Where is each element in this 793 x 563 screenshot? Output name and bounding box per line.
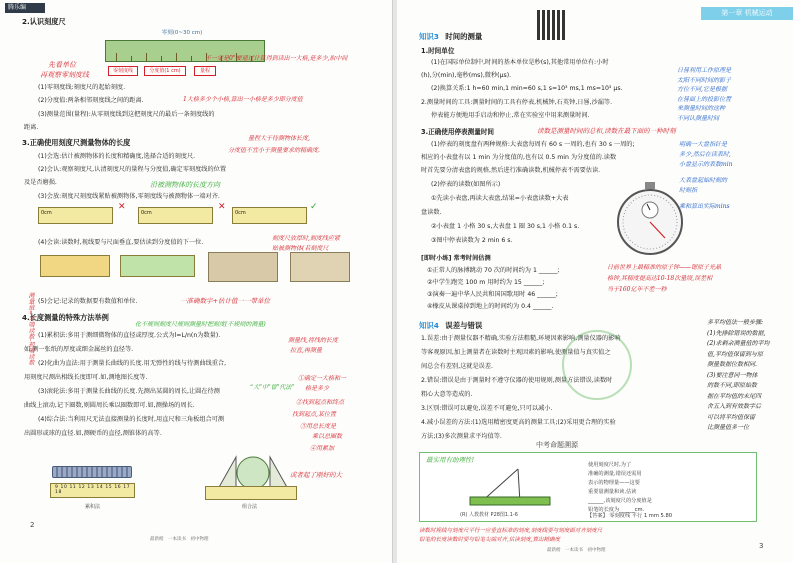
hand-note-bottom-2: 铅笔的长度读数时要与铅笔尖端对齐,估读刻度,算出精确度 — [419, 537, 560, 543]
hand-note-zero: 再观察零刻度线 — [40, 71, 89, 79]
error-1b: 等客观原因,加上测量者在读数时主观因素的影响,使测量值与真实值之 — [421, 349, 611, 356]
hand-note-m5: ③用总长度是 — [300, 423, 337, 430]
hand-note-m4: ②找到起点和终点 — [296, 399, 345, 406]
item-division: (2)分度值:两条相邻刻度线之间的距离. — [38, 97, 144, 104]
hand-note-along: 沿被测物体的长度方向 — [150, 181, 220, 189]
hand-note-m3b: 格是多少 — [305, 385, 330, 392]
stopwatch-7: ②小表盘 1 小格 30 s,大表盘 1 圈 30 s,1 小格 0.1 s. — [431, 223, 580, 230]
hand-note-m6: ④用累加 — [310, 445, 335, 452]
chapter-header: 第一章 机械运动 — [701, 7, 793, 20]
range-label: 量程 — [194, 66, 216, 76]
stopwatch-title: 3.正确使用停表测量时间 — [421, 128, 495, 136]
hand-note-m4b: 找到起点,某位置 — [292, 411, 336, 418]
item-zero-line: (1)零刻度线:刻度尺的起始刻度. — [38, 84, 126, 91]
method-roll-cont: 曲线上滚动,记下圈数,则圆周长乘以圈数即可.如,测操场的周长. — [24, 402, 195, 409]
practice-4: ④橡皮从课桌掉到地上的时间约为 0.4 ______. — [427, 303, 554, 310]
qr-code — [537, 10, 567, 40]
step-recognize-cont: 及是否磨损. — [24, 179, 57, 186]
page-number-right: 3 — [759, 542, 764, 550]
right-page — [397, 0, 793, 563]
hand-note-units: 先看单位 — [48, 61, 76, 69]
exam-answer: 【答案】 零刻度线 平行 1 mm 5.80 — [587, 513, 673, 519]
reading-figure-3 — [208, 252, 278, 282]
section-3-title: 3.正确使用刻度尺测量物体的长度 — [22, 138, 131, 147]
ruler-range-label: 零刻(0~30 cm) — [161, 30, 203, 36]
hand-note-range-2: 分度值不宜小于测量要求的精确度. — [228, 147, 320, 154]
hand-note-green-m: “大"中"曾"代法" — [250, 384, 295, 391]
method-accumulate: (1)累积法:多用于测细微物体的直径或厚度.公式为l=L/n(n为数量). — [38, 332, 221, 339]
stopwatch-figure — [615, 182, 685, 256]
hand-note-m1: 测量线,将线的长度 — [288, 337, 338, 344]
section-4-title: 4.长度测量的特殊方法举例 — [22, 313, 109, 322]
exam-figure-caption: (R) 人教教材 P28图1.1-6 — [460, 512, 518, 518]
exam-source-title: 中考命题溯源 — [536, 441, 578, 449]
hand-note-record: 一准确数字+估计值一一带单位 — [180, 297, 270, 305]
hand-note-top-2: 1大格多少个小格,算出一小格是多少即分度值 — [183, 96, 303, 103]
caption-combine: 组合法 — [242, 504, 258, 510]
hand-note-thick-1: 刻度尺放厚时,刻度线应紧 — [272, 235, 340, 242]
step-record: (5)会记:记录的数据要有数值和单位. — [38, 298, 138, 305]
method-accumulate-cont: 如,测一张纸的厚度或细金属丝的直径等. — [24, 346, 134, 353]
stopwatch-3: 时首先要分清表盘的规格,然后进行准确读数,机械停表不需要估读. — [421, 167, 601, 174]
method-curve: (2)化曲为直法:用于测量长曲线的长度.用无弹性的线与待测曲线重合, — [38, 360, 227, 367]
time-unit-1: (1)在国际单位制中,时间的基本单位是秒(s),其他常用单位有:小时 — [431, 59, 609, 66]
method-combine-cont: 出圆形或球的直径.如,测硬币的直径,测锥体的高等. — [24, 430, 162, 437]
hand-note-bottom-1: 读数时视线与刻度尺平行一应垂直标准的刻度,刻度线要与刻度面对齐刻度尺 — [419, 528, 603, 534]
reading-figure-1 — [40, 255, 110, 277]
error-4: 4.减小误差的方法:(1)选用精密度更高的测量工具;(2)采用更合理的实验 — [421, 419, 616, 426]
left-page: 腾乐编 2.认识刻度尺 零刻(0~30 cm) 零刻度线 分度值(1 cm) 量程 先看单位 再观察零刻度线 不一定是0"要通过计算得到读出一大格,是多少,取中间 1大格多少个小格,算出一小格是多少即分度值 (1)零刻度线:刻度尺的起始刻度. (2)分度值:两条相邻刻度线之间的距离. (3)测量范围(量程):从零刻度线到这把刻度尺的最后一条刻度线的 距离. 3.正确使用刻度尺测量物体的长度 量程大于待测物体长度, 分度值不宜小于测量要求的精确度. (1)会选:估计被测物体的长度和精确度,选择合适的刻度尺. (2)会认:观察刻度尺,认清刻度尺的量程与分度值,确定零刻度线的位置 及是否磨损. 沿被测物体的长度方向 (3)会放:刻度尺刻度线紧贴被测物体,零刻度线与被测物体一端对齐. 0cm ✕ 0cm ✕ 0cm ✓ (4)会读:读数时,视线要与尺面垂直,要估读到分度值的下一位. 刻度尺放厚时,刻度线应紧 贴被测物体(若刻度尺 测量值=末端读数-初端读数 (5)会记:记录的数据要有数值和单位. 一准确数字+估计值一一带单位 4.长度测量的特殊方法举例 化不规则刻度尺规则测量时把刻度(不规则的测量) (1)累积法:多用于测细微物体的直径或厚度.公式为l=L/n(n为数量). 如,测一张纸的厚度或细金属丝的直径等. (2)化曲为直法:用于测量长曲线的长度.用无弹性的线与待测曲线重合, 用刻度尺测出相线长度即可.如,测地图长度等. (3)滚轮法:多用于测量长曲线的长度.先测出某圆的周长,让圆在待测 曲线上滚动,记下圈数,则圆周长乘以圈数即可.如,测操场的周长. (4)综合法:当利用尺无法直接测量的长度时,用直尺和三角板组合可测 出圆形或球的直径.如,测硬币的直径,测锥体的高等. 测量线,将线的长度 拉直,再测量 ①确定一大格和一 格是多少 ②找到起点和终点 找到起点,某位置 ③用总长度是 乘以总圈数 ④用累加 “大"中"曾"代法" 9 10 11 12 13 14 15 16 17 18 累积法 组合法 或者起了刚好的大 2 最新榜 一本读书 初中物理 — [0, 0, 393, 563]
method-combine: (4)综合法:当利用尺无法直接测量的长度时,用直尺和三角板组合可测 — [38, 416, 225, 423]
hand-note-stopwatch: 读数是测量时间的总和,读数在最下面的一种时刻 — [537, 127, 676, 135]
hand-note-thick-2: 贴被测物体(若刻度尺 — [272, 245, 329, 252]
time-unit-3: (2)换算关系:1 h=60 min,1 min=60 s,1 s=10³ ms,1 ms=10³ μs. — [431, 85, 623, 92]
section-2-title: 2.认识刻度尺 — [22, 17, 66, 26]
hand-note-sundial: 日晷利用工作原理是 太阳不同时间的影子 方位不同,它是根据 在晷面上的投影位置 来测量时间的这种 不同认测量时间 — [677, 67, 732, 122]
x-mark-1: ✕ — [118, 202, 126, 212]
stopwatch-5: ①先读小表盘,再读大表盘,结果=小表盘读数+大表 — [431, 195, 569, 202]
hand-note-bottom: 或者起了刚好的大 — [290, 471, 342, 479]
zero-line-label: 零刻度线 — [108, 66, 138, 76]
hand-note-atomic-clock: 日前世界上最精准的原子钟——锶原子光晶 格钟,其精度提高达10-18次量级,误差相 当于160亿年不差一秒 — [607, 264, 722, 293]
hand-note-m5b: 乘以总圈数 — [312, 433, 343, 440]
bottom-ruler-left — [50, 483, 135, 498]
stopwatch-8: ③图中停表读数为 2 min 6 s. — [431, 237, 513, 244]
bottom-ruler-right — [205, 486, 297, 500]
footer-right: 最新榜 一本读书 初中物理 — [547, 548, 606, 553]
item-range-cont: 距离. — [24, 124, 39, 131]
stopwatch-4: (2)停表的读数(如图所示) — [431, 181, 501, 188]
caption-accumulate: 累积法 — [85, 504, 101, 510]
footer-left: 最新榜 一本读书 初中物理 — [150, 537, 209, 542]
practice-3: ③演奏一遍中华人民共和国国歌用时 46 ______; — [427, 291, 558, 298]
time-unit-2: (h),分(min),毫秒(ms),微秒(μs). — [421, 72, 512, 79]
time-tools: 2.测量时间的工具:测量时间的工具有停表,机械钟,石英钟,日晷,沙漏等. — [421, 99, 613, 106]
error-3: 3.区别:错误可以避免,误差不可避免,只可以减小. — [421, 405, 553, 412]
hand-note-method: 化不规则刻度尺规则测量时把刻度(不规则的测量) — [135, 321, 266, 328]
hand-note-average: 多平均值法一般步骤: (1)先排除错误的数据, (2)求剩余测量值的平均 值,平均值保留到与原 测量数据位数相同. (3)要注意同一物体 的数不同,即原始数 据在平均值的末尾四 舍五入到有效数字后 可以将平均值保留 比测量值多一位 — [707, 319, 770, 431]
reading-figure-4 — [290, 252, 350, 282]
practice-1: ①正常人的脉搏跳动 70 次的时间约为 1 ______; — [427, 267, 560, 274]
hand-note-m2: 拉直,再测量 — [290, 347, 322, 354]
stopwatch-6: 盘读数. — [421, 209, 442, 216]
practice-title: [即时小练] 常考时间估测 — [421, 255, 491, 262]
hand-note-top-1: 不一定是0"要通过计算得到读出一大格,是多少,取中间 — [205, 55, 348, 62]
error-4b: 方法;(3)多次测量求平均值等. — [421, 433, 502, 440]
step-place: (3)会放:刻度尺刻度线紧贴被测物体,零刻度线与被测物体一端对齐. — [38, 193, 220, 200]
kp4-heading: 知识4 误差与错误 — [419, 321, 483, 330]
error-1c: 间总会有差别,这就是误差. — [421, 363, 493, 370]
bottom-ruler-left-ticks: 9 10 11 12 13 14 15 16 17 18 — [55, 485, 131, 495]
page-number-left: 2 — [30, 521, 35, 529]
error-2b: 粗心大意等造成的. — [421, 391, 473, 398]
step-recognize: (2)会认:观察刻度尺,认清刻度尺的量程与分度值,确定零刻度线的位置 — [38, 166, 227, 173]
time-tools-2: 停表能方便地用手启动和停止,常在实验室中用来测量时间. — [431, 112, 590, 119]
division-label: 分度值(1 cm) — [144, 66, 186, 76]
stopwatch-1: (1)停表的刻度盘有两种规格:大表盘每周有 60 s 一周的,也有 30 s 一周的; — [431, 141, 635, 148]
publisher-logo: 腾乐编 — [5, 3, 45, 13]
item-range: (3)测量范围(量程):从零刻度线到这把刻度尺的最后一条刻度线的 — [38, 111, 215, 118]
method-roll: (3)滚轮法:多用于测量长曲线的长度.先测出某圆的周长,让圆在待测 — [38, 388, 220, 395]
time-unit-title: 1.时间单位 — [421, 47, 455, 55]
stamp-watermark — [562, 330, 632, 400]
hand-note-range: 量程大于待测物体长度, — [248, 135, 310, 142]
error-1: 1.误差:由于测量仪器不精确,实验方法粗糙,环境因素影响,测量仪器的影响 — [421, 335, 621, 342]
exam-hand-note: 最实用有助理性! — [426, 456, 475, 464]
stopwatch-2: 相应的小表盘有以 1 min 为分度值的,也有以 0.5 min 为分度值的.读数 — [421, 154, 617, 161]
ruler-example-1: 0cm — [38, 207, 113, 224]
exam-question: 使用刻度尺时,为了 准确的测量,错误还需用 表示的物理量——这要 重要量测量和读,估读 ______,该刻度尺的分度值是 铅笔的长度为______cm. — [588, 462, 652, 513]
check-mark: ✓ — [310, 202, 318, 212]
method-curve-cont: 用刻度尺测出相线长度即可.如,测地图长度等. — [24, 374, 148, 381]
hand-note-reading: 明确一大盘指针是 多少,然后在读表时, 小盘显示的表数min 大表盘起始时刻的 时刻指 乘和算出实际mins — [679, 141, 733, 210]
error-2: 2.错误:错误是由于测量时不遵守仪器的使用规则,测量方法错误,读数时 — [421, 377, 613, 384]
step-read: (4)会读:读数时,视线要与尺面垂直,要估读到分度值的下一位. — [38, 239, 204, 246]
ruler-example-2: 0cm — [138, 207, 213, 224]
practice-2: ②中学生跑完 100 m 用时约为 15 ______; — [427, 279, 545, 286]
kp3-heading: 知识3 时间的测量 — [419, 32, 483, 41]
pencil-ruler-figure — [460, 467, 560, 507]
ruler-example-3: 0cm — [232, 207, 307, 224]
step-select: (1)会选:估计被测物体的长度和精确度,选择合适的刻度尺. — [38, 153, 196, 160]
reading-figure-2 — [120, 255, 195, 277]
hand-note-m3: ①确定一大格和一 — [298, 375, 347, 382]
wire-coil-figure — [52, 466, 132, 478]
x-mark-2: ✕ — [218, 202, 226, 212]
